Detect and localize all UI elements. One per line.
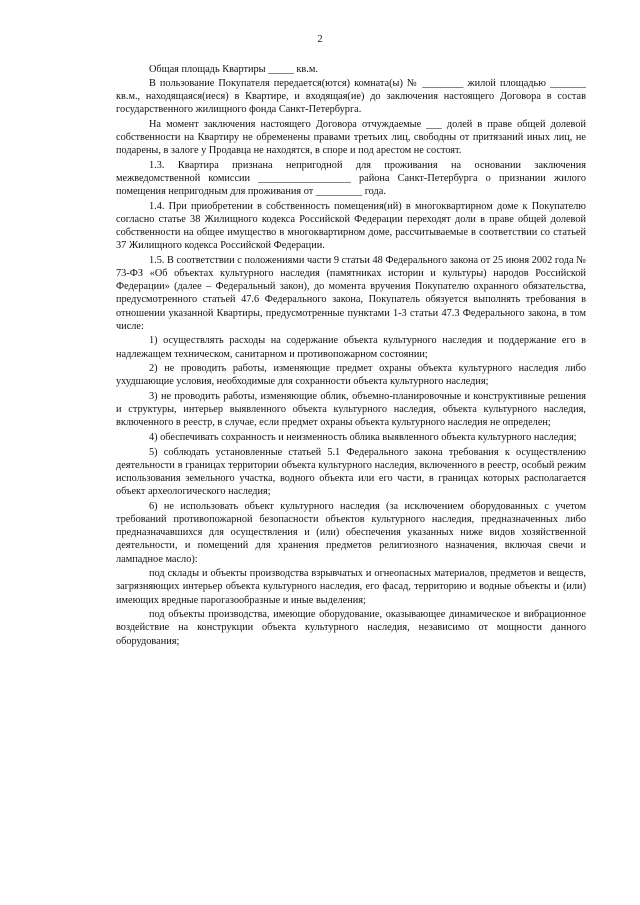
paragraph-1-4: 1.4. При приобретении в собственность помещения(ий) в многоквартирном доме к Покупателю согласно статье 38 Жилищного кодекса Российской Федерации переходят доли в праве общей долевой собственности на общее имущество в многоквартирном доме, рассчитываемые в соответствии со статьей 37 Жилищного кодекса Российской Федерации. xyxy=(116,200,586,252)
list-item-6: 6) не использовать объект культурного наследия (за исключением оборудованных с учетом требований противопожарной безопасности объектов культурного наследия, предназначенных либо предназначавшихся для осуществления и (или) обеспечения указанных ниже видов хозяйственной деятельности, и помещений для хранения предметов религиозного назначения, включая свечи и лампадное масло): xyxy=(116,500,586,565)
list-item-6-subitem-1: под склады и объекты производства взрывчатых и огнеопасных материалов, предметов и веществ, загрязняющих интерьер объекта культурного наследия, его фасад, территорию и водные объекты и (или) имеющих вредные парогазообразные и иные выделения; xyxy=(116,568,586,606)
page-number: 2 xyxy=(317,34,323,45)
paragraph-rooms: В пользование Покупателя передается(ются) комната(ы) № ________ жилой площадью _______ кв.м., находящаяся(иеся) в Квартире, и входящая(ие) до заключения настоящего Договора в состав государственного жилищного фонда Санкт-Петербурга. xyxy=(116,77,586,115)
paragraph-1-5: 1.5. В соответствии с положениями части 9 статьи 48 Федерального закона от 25 июня 2002 года № 73-ФЗ «Об объектах культурного наследия (памятниках истории и культуры) народов Российской Федерации» (далее – Федеральный закон), до момента вручения Покупателю охранного обязательства, предусмотренного статьей 47.6 Федерального закона, Покупатель обязуется выполнять требования в отношении указанной Квартиры, предусмотренные пунктами 1-3 статьи 47.3 Федерального закона, в том числе: xyxy=(116,254,586,332)
document-body xyxy=(116,63,586,649)
list-item-1: 1) осуществлять расходы на содержание объекта культурного наследия и поддержание его в надлежащем техническом, санитарном и противопожарном состоянии; xyxy=(116,335,586,360)
paragraph-shares: На момент заключения настоящего Договора отчуждаемые ___ долей в праве общей долевой собственности на Квартиру не обременены правами третьих лиц, свободны от притязаний иных лиц, не подарены, в залоге у Продавца не находятся, в споре и под арестом не состоят. xyxy=(116,118,586,156)
list-item-5: 5) соблюдать установленные статьей 5.1 Федерального закона требования к осуществлению деятельности в границах территории объекта культурного наследия, включенного в реестр, особый режим использования земельного участка, водного объекта или его части, в границах которых располагается объект археологического наследия; xyxy=(116,446,586,498)
list-item-6-subitem-2: под объекты производства, имеющие оборудование, оказывающее динамическое и вибрационное воздействие на конструкции объекта культурного наследия, независимо от мощности данного оборудования; xyxy=(116,609,586,647)
list-item-3: 3) не проводить работы, изменяющие облик, объемно-планировочные и конструктивные решения и структуры, интерьер выявленного объекта культурного наследия, объекта культурного наследия, включенного в реестр, в случае, если предмет охраны объекта культурного наследия не определен; xyxy=(116,391,586,429)
list-item-2: 2) не проводить работы, изменяющие предмет охраны объекта культурного наследия либо ухудшающие условия, необходимые для сохранности объекта культурного наследия; xyxy=(116,363,586,388)
paragraph-1-3: 1.3. Квартира признана непригодной для проживания на основании заключения межведомственной комиссии __________________ района Санкт-Петербурга о признании жилого помещения непригодным для проживания от _________ года. xyxy=(116,159,586,197)
paragraph-area: Общая площадь Квартиры _____ кв.м. xyxy=(149,64,318,75)
list-item-4: 4) обеспечивать сохранность и неизменность облика выявленного объекта культурного наследия; xyxy=(149,432,577,443)
